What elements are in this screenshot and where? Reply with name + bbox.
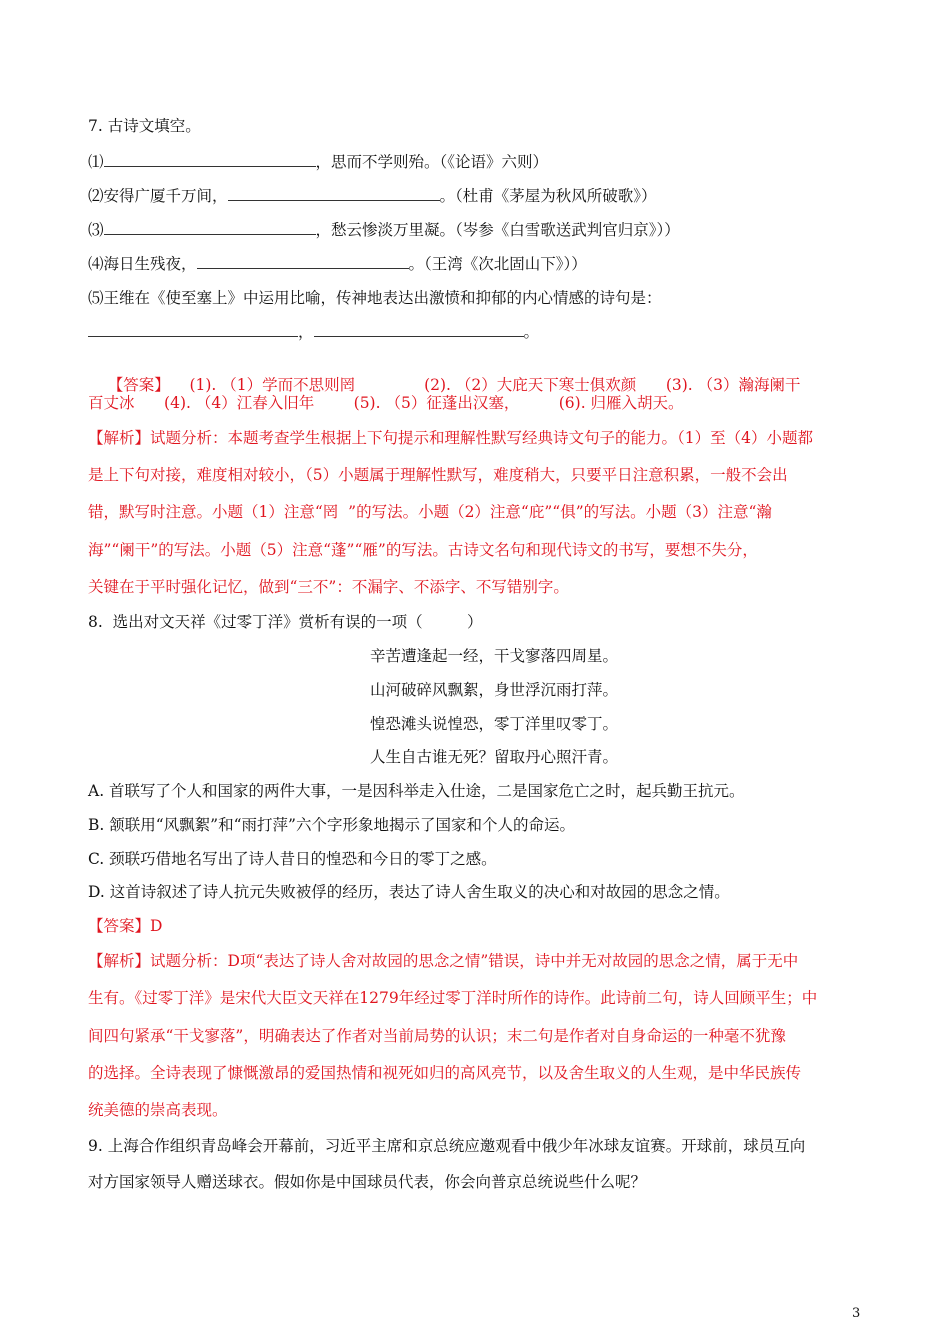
q7-item-5 — [88, 288, 662, 308]
item-text: ，思而不学则殆。（《论语》六则） — [315, 153, 549, 171]
q7-analysis-line-2: 是上下句对接，难度相对较小，（5）小题属于理解性默写，难度稍大，只要平日注意积累，一般不会出 — [88, 466, 788, 484]
q7-answer-line-2: 百丈冰 (4). （4）江春入旧年 (5). （5）征蓬出汉塞， (6). 归雁入胡天。 — [88, 394, 684, 412]
poem-line: 辛苦遭逢起一经，干戈寥落四周星。 — [370, 647, 619, 665]
q8-option-c[interactable]: C. 颈联巧借地名写出了诗人昔日的惶恐和今日的零丁之感。 — [88, 850, 497, 868]
q7-analysis-line-5: 关键在于平时强化记忆，做到“三不”：不漏字、不添字、不写错别字。 — [88, 578, 569, 596]
analysis-text: 试题分析：D项“表达了诗人舍对故园的思念之情”错误，诗中并无对故园的思念之情，属于无中 — [150, 952, 799, 970]
poem-line: 惶恐滩头说惶恐，零丁洋里叹零丁。 — [370, 715, 619, 733]
item-number: ⑸ — [88, 289, 104, 307]
blank-end: 。 — [523, 323, 540, 341]
fill-blank[interactable] — [104, 220, 316, 235]
blank-separator: ， — [298, 323, 314, 341]
item-text: 王维在《使至塞上》中运用比喻，传神地表达出激愤和抑郁的内心情感的诗句是： — [103, 289, 662, 307]
q8-option-a[interactable]: A. 首联写了个人和国家的两件大事，一是因科举走入仕途，二是国家危亡之时，起兵勤王抗元。 — [88, 782, 745, 800]
q8-analysis-line-2: 生有。《过零丁洋》是宋代大臣文天祥在1279年经过零丁洋时所作的诗作。此诗前二句，诗人回顾平生；中 — [88, 989, 818, 1007]
answer-text: (1). （1）学而不思则罔 (2). （2）大庇天下寒士俱欢颜 (3). （3）瀚海阑干 — [169, 376, 801, 394]
answer-label: 【答案】 — [107, 376, 170, 394]
q8-analysis-line-3: 间四句紧承“干戈寥落”，明确表达了作者对当前局势的认识；末二句是作者对自身命运的一种毫不犹豫 — [88, 1027, 786, 1045]
item-text: 。（杜甫《茅屋为秋风所破歌》） — [439, 187, 657, 205]
fill-blank[interactable] — [314, 322, 524, 337]
q8-option-b[interactable]: B. 颔联用“风飘絮”和“雨打萍”六个字形象地揭示了国家和个人的命运。 — [88, 816, 575, 834]
fill-blank[interactable] — [104, 152, 316, 167]
q7-analysis-line-3: 错，默写时注意。小题（1）注意“罔 ”的写法。小题（2）注意“庇”“俱”的写法。小题（3）注意“瀚 — [88, 503, 772, 521]
item-prefix: 海日生残夜， — [103, 255, 197, 273]
fill-blank[interactable] — [88, 322, 298, 337]
q7-item-2 — [88, 186, 657, 206]
q8-title: 8. 选出对文天祥《过零丁洋》赏析有误的一项（ ） — [88, 613, 483, 631]
q7-item-5-blanks — [88, 322, 539, 342]
item-number: ⑷ — [88, 255, 104, 273]
q7-item-3 — [88, 220, 680, 240]
q7-analysis-line-4: 海”“阑干”的写法。小题（5）注意“蓬”“雁”的写法。古诗文名句和现代诗文的书写，要想不失分， — [88, 541, 758, 559]
q8-option-d[interactable]: D. 这首诗叙述了诗人抗元失败被俘的经历，表达了诗人舍生取义的决心和对故园的思念之情。 — [88, 883, 730, 901]
item-number: ⑴ — [88, 153, 104, 171]
q8-analysis-line-4: 的选择。全诗表现了慷慨激昂的爱国热情和视死如归的高风亮节，以及舍生取义的人生观，是中华民族传 — [88, 1064, 802, 1082]
q8-analysis-line-1 — [88, 951, 798, 971]
item-prefix: 安得广厦千万间， — [103, 187, 228, 205]
analysis-label: 【解析】 — [88, 952, 151, 970]
answer-label: 【答案】 — [88, 917, 151, 935]
q7-analysis-line-1 — [88, 428, 813, 448]
q7-title: 7. 古诗文填空。 — [88, 117, 201, 135]
item-number: ⑵ — [88, 187, 104, 205]
fill-blank[interactable] — [197, 254, 409, 269]
q9-line-2: 对方国家领导人赠送球衣。假如你是中国球员代表，你会向普京总统说些什么呢？ — [88, 1173, 647, 1191]
fill-blank[interactable] — [228, 186, 440, 201]
item-number: ⑶ — [88, 221, 104, 239]
q7-item-4 — [88, 254, 587, 274]
page-number: 3 — [852, 1306, 861, 1321]
poem-line: 人生自古谁无死？留取丹心照汗青。 — [370, 748, 619, 766]
q8-answer — [88, 916, 162, 936]
q8-analysis-line-5: 统美德的崇高表现。 — [88, 1101, 228, 1119]
analysis-text: 试题分析：本题考查学生根据上下句提示和理解性默写经典诗文句子的能力。（1）至（4）小题都 — [150, 429, 813, 447]
poem-line: 山河破碎风飘絮，身世浮沉雨打萍。 — [370, 681, 619, 699]
q7-item-1 — [88, 152, 548, 172]
item-text: 。（王湾《次北固山下》）） — [408, 255, 587, 273]
item-text: ，愁云惨淡万里凝。（岑参《白雪歌送武判官归京》）） — [315, 221, 680, 239]
analysis-label: 【解析】 — [88, 429, 151, 447]
q9-line-1: 9. 上海合作组织青岛峰会开幕前，习近平主席和京总统应邀观看中俄少年冰球友谊赛。开球前，球员互向 — [88, 1137, 806, 1155]
answer-text: D — [150, 917, 163, 935]
